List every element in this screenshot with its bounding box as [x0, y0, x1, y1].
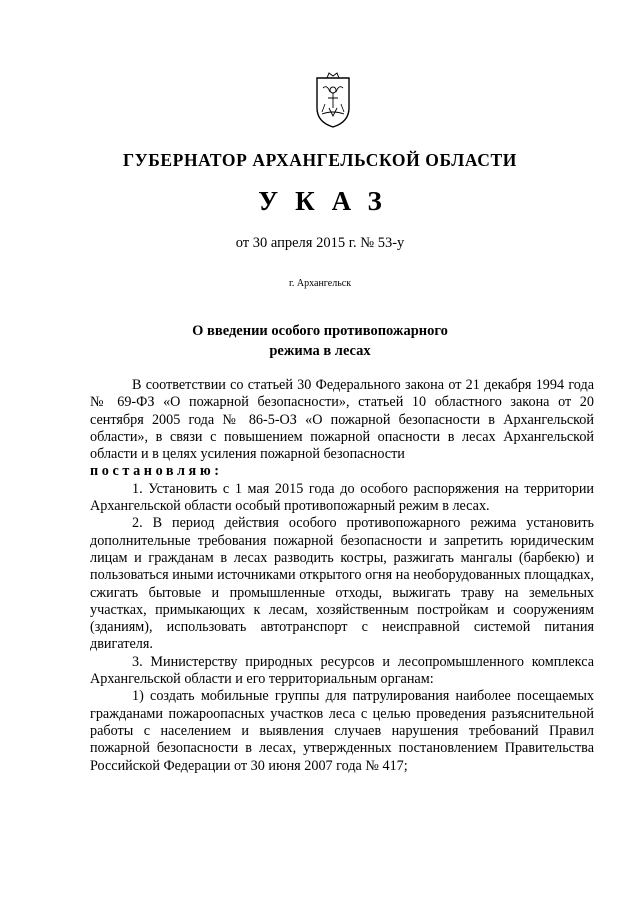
item-paragraph: 1) создать мобильные группы для патрулирования наиболее посещаемых гражданами пожароопасных участков леса с целью проведения разъяснительной работы с населением и выявления случаев нарушения требований Правил пожарной безопасности в лесах, утвержденных постановлением Правительства Российской Федерации от 30 июня 2007 года № 417; [90, 688, 594, 774]
decree-subject [0, 321, 640, 361]
preamble-paragraph: В соответствии со статьей 30 Федерального закона от 21 декабря 1994 года № 69-ФЗ «О пожарной безопасности», статьей 10 областного закона от 20 сентября 2005 года № 86-5-ОЗ «О пожарной безопасности в Архангельской области», в связи с повышением пожарной опасности в лесах Архангельской области и в целях усиления пожарной безопасности [90, 377, 594, 463]
item-paragraph: 3. Министерству природных ресурсов и лесопромышленного комплекса Архангельской области и его территориальным органам: [90, 653, 594, 688]
decree-body [90, 377, 594, 775]
city-of-issue: г. Архангельск [288, 278, 352, 289]
coat-of-arms-emblem [313, 70, 353, 130]
item-paragraph: 1. Установить с 1 мая 2015 года до особого распоряжения на территории Архангельской области особый противопожарный режим в лесах. [90, 480, 594, 515]
document-type: УКАЗ [258, 186, 399, 216]
subject-line-2: режима в лесах [269, 343, 371, 359]
decree-date-number: от 30 апреля 2015 г. № 53-у [235, 235, 405, 251]
subject-line-1: О введении особого противопожарного [192, 323, 448, 339]
decree-word-paragraph [90, 463, 594, 480]
item-paragraph: 2. В период действия особого противопожарного режима установить дополнительные требования пожарной безопасности и запретить юридическим лицам и гражданам в лесах разводить костры, разжигать мангалы (барбекю) и пользоваться иными источниками открытого огня на необорудованных площадках, сжигать бытовые и промышленные отходы, выжигать траву на земельных участках, примыкающих к лесам, хозяйственным постройкам и сооружениям (зданиям), использовать автотранспорт с неисправной системой питания двигателя. [90, 515, 594, 653]
decree-word: постановляю: [90, 463, 223, 480]
authority-title: ГУБЕРНАТОР АРХАНГЕЛЬСКОЙ ОБЛАСТИ [123, 150, 517, 170]
